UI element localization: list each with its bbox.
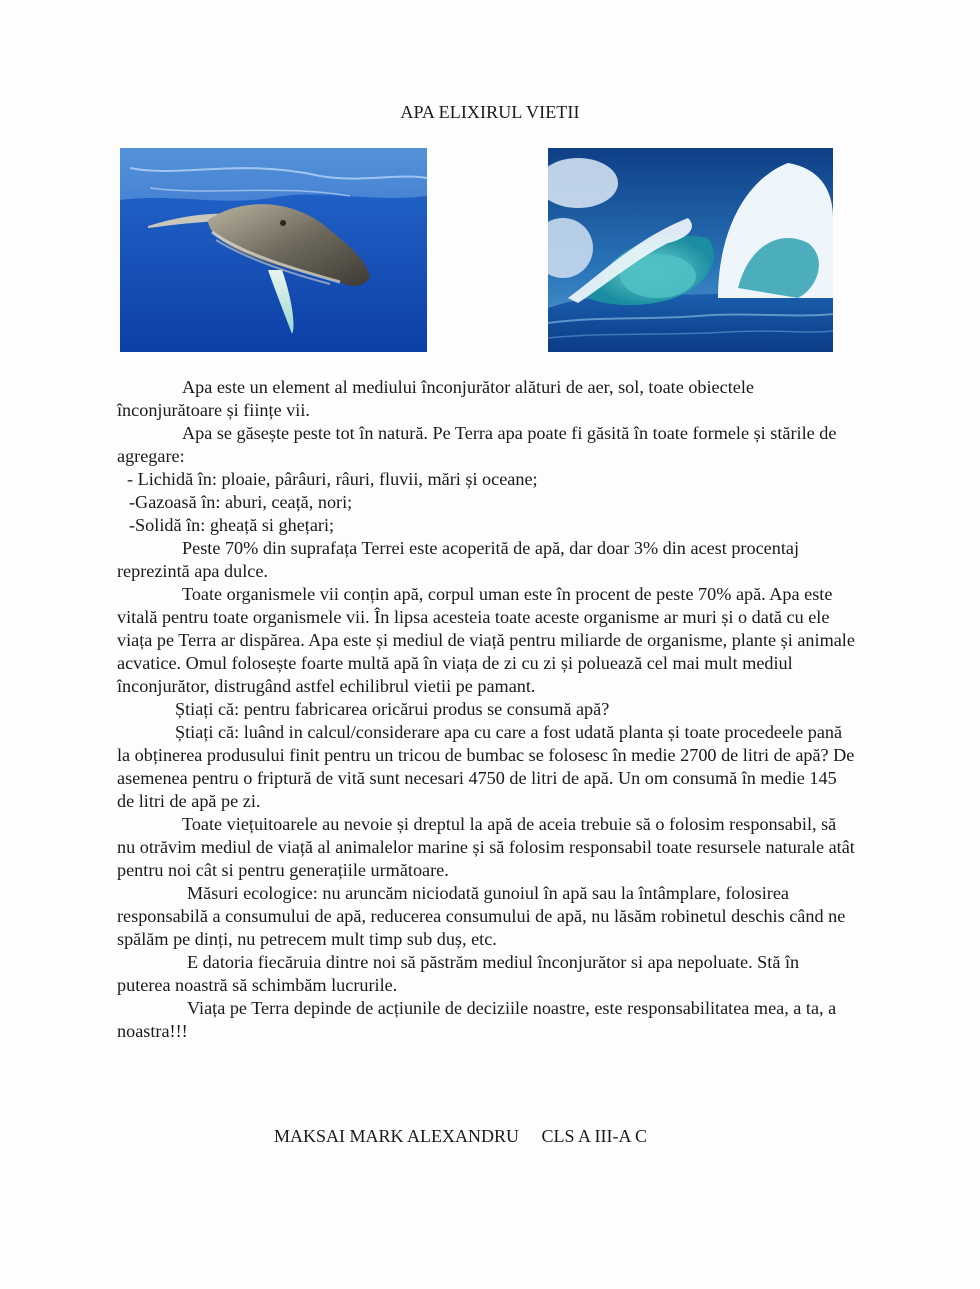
document-body	[117, 376, 857, 1043]
ocean-wave-photo	[548, 148, 833, 352]
document-title: APA ELIXIRUL VIETII	[400, 102, 580, 122]
paragraph: Toate organismele vii conțin apă, corpul uman este în procent de peste 70% apă. Apa este vitală pentru toate organismele vii. În lipsa acesteia toate aceste organisme ar muri și o dată cu ele viața pe Terra ar dispărea. Apa este și mediul de viață pentru miliarde de organisme, plante și animale acvatice. Omul folosește foarte multă apă în viața de zi cu zi și poluează cel mai mult mediul înconjurător, distrugând astfel echilibrul vietii pe pamant.	[117, 584, 855, 696]
paragraph: Viața pe Terra depinde de acțiunile de deciziile noastre, este responsabilitatea mea, a ta, a noastra!!!	[117, 998, 837, 1041]
humpback-whale-photo	[120, 148, 427, 352]
paragraph: Peste 70% din suprafața Terrei este acoperită de apă, dar doar 3% din acest procentaj reprezintă apa dulce.	[117, 538, 799, 581]
list-item: - Lichidă în: ploaie, pârâuri, râuri, fluvii, mări și oceane;	[127, 469, 538, 489]
paragraph: Știați că: luând in calcul/considerare apa cu care a fost udată planta și toate procedeele pană la obținerea produsului finit pentru un tricou de bumbac se folosesc în medie 2700 de litri de apă? De asemenea pentru o friptură de vită sunt necesari 4750 de litri de apă. Un om consumă în medie 145 de litri de apă pe zi.	[117, 722, 855, 811]
paragraph: Apa se găsește peste tot în natură. Pe Terra apa poate fi găsită în toate formele și stările de agregare:	[117, 423, 837, 466]
author-name: MAKSAI MARK ALEXANDRU	[274, 1126, 520, 1146]
paragraph: Toate viețuitoarele au nevoie și dreptul la apă de aceia trebuie să o folosim responsabil, să nu otrăvim mediul de viață al animalelor marine și să folosim responsabil toate resursele naturale atât pentru noi cât si pentru generațiile următoare.	[117, 814, 855, 880]
paragraph: Apa este un element al mediului înconjurător alături de aer, sol, toate obiectele înconjurătoare și ființe vii.	[117, 377, 754, 420]
signature-line	[274, 1126, 647, 1147]
list-item: -Gazoasă în: aburi, ceață, nori;	[129, 492, 353, 512]
list-item: -Solidă în: gheață si ghețari;	[129, 515, 335, 535]
paragraph: Știați că: pentru fabricarea oricărui produs se consumă apă?	[175, 699, 610, 719]
class-label: CLS A III-A C	[541, 1126, 648, 1146]
paragraph: Măsuri ecologice: nu aruncăm niciodată gunoiul în apă sau la întâmplare, folosirea responsabilă a consumului de apă, reducerea consumului de apă, nu lăsăm robinetul deschis când ne spălăm pe dinți, nu petrecem mult timp sub duș, etc.	[117, 883, 846, 949]
paragraph: E datoria fiecăruia dintre noi să păstrăm mediul înconjurător si apa nepoluate. Stă în puterea noastră să schimbăm lucrurile.	[117, 952, 800, 995]
